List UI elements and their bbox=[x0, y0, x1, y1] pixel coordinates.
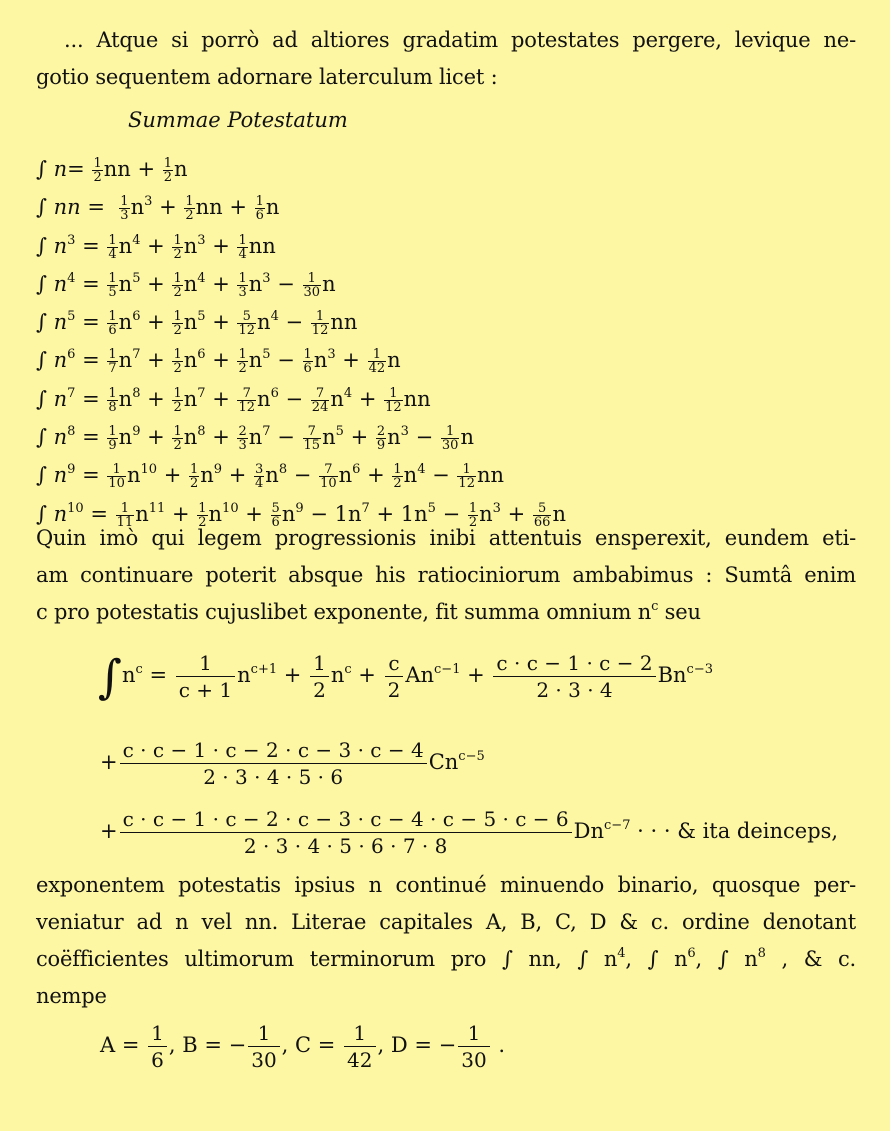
coefficient: C = $\frac{1}{42}$ , bbox=[295, 1021, 391, 1072]
intro-line-2: gotio sequentem adornare laterculum licet : bbox=[36, 65, 498, 89]
fraction-5: $\frac{c \cdot c - 1 \cdot c - 2 \cdot c - 3 \cdot c - 4}{2 \cdot 3 \cdot 4 \cdot 5 \cdot 6}$ bbox=[120, 737, 427, 790]
intro-paragraph bbox=[36, 22, 856, 96]
intro-line-1: ... Atque si porrò ad altiores gradatim potestates pergere, levique ne- bbox=[64, 28, 856, 52]
para2-line-2: am continuare poterit absque his ratiociniorum ambabimus : Sumtâ enim bbox=[36, 563, 856, 587]
fraction: $\frac{1}{30}$ bbox=[303, 270, 321, 300]
fraction: $\frac{2}{3}$ bbox=[238, 424, 247, 454]
fraction: $\frac{1}{12}$ bbox=[385, 385, 402, 415]
fraction-4: $\frac{c \cdot c - 1 \cdot c - 2}{2 \cdot 3 \cdot 4}$ bbox=[493, 650, 655, 703]
fraction: $\frac{1}{2}$ bbox=[173, 424, 182, 454]
sum-lhs: ∫ n bbox=[36, 348, 68, 373]
fraction: $\frac{1}{6}$ bbox=[108, 309, 117, 339]
fraction: $\frac{1}{10}$ bbox=[108, 462, 125, 492]
sum-row: ∫ n= $\frac{1}{2}$ nn + $\frac{1}{2}$ n bbox=[36, 156, 188, 185]
plus-sign: + bbox=[100, 750, 118, 774]
sum-lhs: ∫ n bbox=[36, 157, 68, 181]
fraction: $\frac{1}{2}$ bbox=[189, 462, 199, 492]
coefficients-line bbox=[100, 1020, 505, 1073]
sum-lhs: ∫ n bbox=[36, 310, 68, 335]
sum-row: ∫ nn = $\frac{1}{3}$ $n^3$ + $\frac{1}{2}$ nn + $\frac{1}{6}$ n bbox=[36, 194, 280, 224]
sum-lhs: ∫ n bbox=[36, 425, 68, 450]
sum-row: ∫ $n^8$ = $\frac{1}{9}$ $n^9$ + $\frac{1}{2}$ $n^8$ + $\frac{2}{3}$ $n^7$ − $\frac{7}{15}$ $n^5$ + $\frac{2}{9}$ $n^3$ − $\frac{1}{30}$ n bbox=[36, 424, 474, 454]
fraction: $\frac{5}{66}$ bbox=[533, 500, 551, 530]
fraction: $\frac{1}{11}$ bbox=[116, 500, 134, 530]
para3-line-4: nempe bbox=[36, 984, 107, 1008]
fraction: $\frac{1}{2}$ bbox=[173, 232, 182, 262]
fraction: $\frac{1}{2}$ bbox=[173, 347, 182, 377]
fraction-6: $\frac{c \cdot c - 1 \cdot c - 2 \cdot c - 3 \cdot c - 4 \cdot c - 5 \cdot c - 6}{2 \cdot 3 \cdot 4 \cdot 5 \cdot 6 \cdot 7 \cdot 8}$ bbox=[120, 806, 572, 859]
fraction: $\frac{5}{12}$ bbox=[238, 309, 256, 339]
fraction: $\frac{7}{24}$ bbox=[311, 385, 329, 415]
fraction: $\frac{1}{4}$ bbox=[238, 232, 247, 262]
fraction: $\frac{2}{9}$ bbox=[376, 424, 386, 454]
integral-sign-icon: ∫ bbox=[98, 649, 122, 704]
fraction-2: $\frac{1}{2}$ bbox=[310, 650, 329, 703]
fraction: $\frac{1}{2}$ bbox=[393, 462, 402, 492]
fraction: $\frac{1}{4}$ bbox=[108, 232, 117, 262]
sum-lhs: ∫ n bbox=[36, 271, 68, 296]
para2-line-1: Quin imò qui legem progressionis inibi attentuis ensperexit, eundem eti- bbox=[36, 526, 856, 550]
fraction: $\frac{7}{10}$ bbox=[320, 462, 337, 492]
fraction: $\frac{1}{8}$ bbox=[108, 385, 117, 415]
sum-row: ∫ $n^4$ = $\frac{1}{5}$ $n^5$ + $\frac{1}{2}$ $n^4$ + $\frac{1}{3}$ $n^3$ − $\frac{1}{30}$ n bbox=[36, 270, 336, 300]
fraction: $\frac{1}{30}$ bbox=[441, 424, 459, 454]
fraction: $\frac{7}{15}$ bbox=[303, 424, 321, 454]
sum-lhs: ∫ n bbox=[36, 386, 68, 411]
paragraph-2 bbox=[36, 520, 856, 631]
para3-line-3: coëfficientes ultimorum terminorum pro ∫ nn, ∫ $n^4$, ∫ $n^6$, ∫ $n^8$ , & c. bbox=[36, 946, 856, 971]
fraction: $\frac{1}{6}$ bbox=[303, 347, 312, 377]
fraction: $\frac{1}{12}$ bbox=[311, 309, 329, 339]
fraction: $\frac{1}{2}$ bbox=[163, 156, 173, 185]
fraction-1: $\frac{1}{c + 1}$ bbox=[176, 650, 235, 703]
paragraph-3 bbox=[36, 867, 856, 1015]
sum-row: ∫ $n^9$ = $\frac{1}{10}$ $n^{10}$ + $\frac{1}{2}$ $n^9$ + $\frac{3}{4}$ $n^8$ − $\frac{7}{10}$ $n^6$ + $\frac{1}{2}$ $n^4$ − $\frac{1}{12}$ nn bbox=[36, 462, 505, 492]
sum-lhs: ∫ n bbox=[36, 233, 68, 258]
fraction: $\frac{1}{2}$ bbox=[173, 309, 182, 339]
fraction: $\frac{1}{2}$ bbox=[93, 156, 102, 185]
sum-lhs: ∫ n bbox=[36, 501, 68, 526]
formula-line-1: $\int n^c$ = $\frac{1}{c + 1}$ $n^{c+1}$ + $\frac{1}{2}$ $n^c$ + $\frac{c}{2}$ $An^{c-1}$ + $\frac{c \cdot c - 1 \cdot c - 2}{2 \cdot 3 \cdot 4}$ $Bn^{c-3}$ bbox=[98, 649, 713, 704]
fraction: $\frac{3}{4}$ bbox=[255, 462, 264, 492]
fraction: $\frac{1}{2}$ bbox=[185, 194, 194, 224]
fraction: $\frac{7}{12}$ bbox=[238, 385, 256, 415]
formula-line-2: + $\frac{c \cdot c - 1 \cdot c - 2 \cdot c - 3 \cdot c - 4}{2 \cdot 3 \cdot 4 \cdot 5 \cdot 6}$ $Cn^{c-5}$ bbox=[100, 738, 485, 789]
coefficient: A = $\frac{1}{6}$ , bbox=[100, 1021, 183, 1072]
table-heading: Summae Potestatum bbox=[128, 108, 348, 132]
fraction: $\frac{1}{6}$ bbox=[255, 194, 264, 224]
fraction: $\frac{1}{2}$ bbox=[198, 500, 207, 530]
para3-line-2: veniatur ad n vel nn. Literae capitales A, B, C, D & c. ordine denotant bbox=[36, 910, 856, 934]
fraction: $\frac{1}{2}$ bbox=[173, 270, 182, 300]
sum-row: ∫ $n^6$ = $\frac{1}{7}$ $n^7$ + $\frac{1}{2}$ $n^6$ + $\frac{1}{2}$ $n^5$ − $\frac{1}{6}$ $n^3$ + $\frac{1}{42}$ n bbox=[36, 347, 401, 377]
plus-sign: + bbox=[100, 819, 118, 843]
formula-line-3: + $\frac{c \cdot c - 1 \cdot c - 2 \cdot c - 3 \cdot c - 4 \cdot c - 5 \cdot c - 6}{2 \cdot 3 \cdot 4 \cdot 5 \cdot 6 \cdot 7 \cdot 8}$ $Dn^{c-7}$ · · · & ita deinceps, bbox=[100, 807, 839, 858]
fraction: $\frac{1}{5}$ bbox=[108, 270, 117, 300]
sum-lhs: ∫ nn bbox=[36, 195, 81, 220]
fraction: $\frac{5}{6}$ bbox=[271, 500, 280, 530]
sum-lhs: ∫ n bbox=[36, 463, 68, 488]
fraction: $\frac{1}{2}$ bbox=[238, 347, 247, 377]
fraction: $\frac{1}{42}$ bbox=[368, 347, 386, 377]
sums-table bbox=[36, 150, 566, 533]
coefficient: D = − $\frac{1}{30}$ . bbox=[390, 1021, 506, 1072]
sum-row: ∫ $n^{10}$ = $\frac{1}{11}$ $n^{11}$ + $\frac{1}{2}$ $n^{10}$ + $\frac{5}{6}$ $n^9 - 1n^7 + 1n^5$ − $\frac{1}{2}$ $n^3$ + $\frac{5}{66}$ n bbox=[36, 500, 566, 530]
para2-line-3: c pro potestatis cujuslibet exponente, fit summa omnium $n^c$ seu bbox=[36, 599, 701, 624]
para3-line-1: exponentem potestatis ipsius n continué minuendo binario, quosque per- bbox=[36, 873, 856, 897]
fraction-3: $\frac{c}{2}$ bbox=[385, 650, 404, 703]
fraction: $\frac{1}{9}$ bbox=[108, 424, 117, 454]
fraction: $\frac{1}{7}$ bbox=[108, 347, 117, 377]
fraction: $\frac{1}{3}$ bbox=[120, 194, 129, 224]
sum-row: ∫ $n^5$ = $\frac{1}{6}$ $n^6$ + $\frac{1}{2}$ $n^5$ + $\frac{5}{12}$ $n^4$ − $\frac{1}{12}$ nn bbox=[36, 309, 358, 339]
fraction: $\frac{1}{3}$ bbox=[238, 270, 247, 300]
fraction: $\frac{1}{12}$ bbox=[458, 462, 475, 492]
fraction: $\frac{1}{2}$ bbox=[173, 385, 182, 415]
sum-row: ∫ $n^3$ = $\frac{1}{4}$ $n^4$ + $\frac{1}{2}$ $n^3$ + $\frac{1}{4}$ nn bbox=[36, 232, 276, 262]
fraction: $\frac{1}{2}$ bbox=[468, 500, 478, 530]
sum-row: ∫ $n^7$ = $\frac{1}{8}$ $n^8$ + $\frac{1}{2}$ $n^7$ + $\frac{7}{12}$ $n^6$ − $\frac{7}{24}$ $n^4$ + $\frac{1}{12}$ nn bbox=[36, 385, 431, 415]
coefficient: B = − $\frac{1}{30}$ , bbox=[182, 1021, 296, 1072]
